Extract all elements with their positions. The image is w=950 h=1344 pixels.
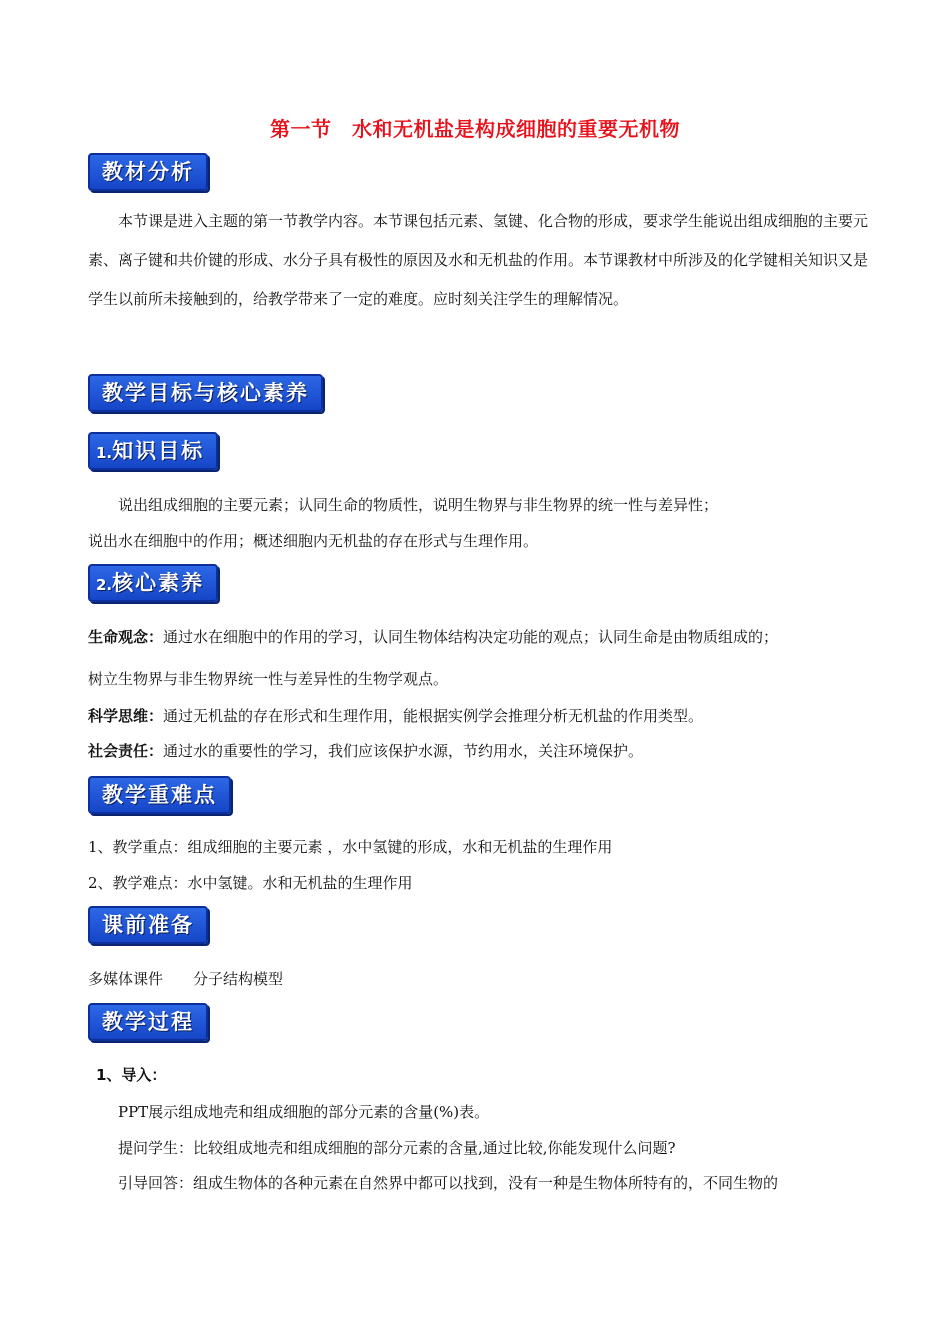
section-badge-label: 课前准备	[102, 913, 194, 937]
section-badge-key-points	[88, 776, 231, 814]
section-badge-label: 教学重难点	[102, 783, 217, 807]
badge-number: 2.	[96, 576, 113, 594]
process-line-3: 引导回答：组成生物体的各种元素在自然界中都可以找到，没有一种是生物体所特有的，不同生物的	[118, 1174, 779, 1192]
key-point-2: 2、教学难点：水中氢键。水和无机盐的生理作用	[88, 874, 413, 892]
subsection-badge-core	[88, 564, 218, 602]
section-badge-objectives	[88, 374, 323, 412]
section-badge-label: 教学过程	[102, 1010, 194, 1034]
section-badge-analysis	[88, 153, 208, 191]
process-line-1: PPT展示组成地壳和组成细胞的部分元素的含量(%)表。	[118, 1103, 490, 1121]
core-science-line	[88, 705, 878, 726]
section-badge-process	[88, 1003, 208, 1041]
knowledge-line-1: 说出组成细胞的主要元素；认同生命的物质性，说明生物界与非生物界的统一性与差异性；	[118, 496, 719, 514]
badge-number: 1.	[96, 444, 113, 462]
process-step-1-label: 1、导入：	[96, 1066, 167, 1084]
subsection-badge-knowledge	[88, 432, 218, 470]
process-line-2: 提问学生：比较组成地壳和组成细胞的部分元素的含量,通过比较,你能发现什么问题?	[118, 1139, 676, 1157]
section-badge-label: 教学目标与核心素养	[102, 381, 309, 405]
core-life-text: 通过水在细胞中的作用的学习，认同生物体结构决定功能的观点；认同生命是由物质组成的；	[163, 628, 779, 646]
core-life-line	[88, 626, 878, 647]
analysis-paragraph: 本节课是进入主题的第一节教学内容。本节课包括元素、氢键、化合物的形成，要求学生能说出组成细胞的主要元素、离子键和共价键的形成、水分子具有极性的原因及水和无机盐的作用。本节课教材中所涉及的化学键相关知识又是学生以前所未接触到的，给教学带来了一定的难度。应时刻关注学生的理解情况。	[88, 212, 869, 308]
core-social-text: 通过水的重要性的学习，我们应该保护水源，节约用水，关注环境保护。	[163, 742, 644, 760]
core-life-label: 生命观念：	[88, 628, 164, 646]
knowledge-line-2: 说出水在细胞中的作用；概述细胞内无机盐的存在形式与生理作用。	[88, 532, 539, 550]
section-badge-label: 教材分析	[102, 160, 194, 184]
core-science-text: 通过无机盐的存在形式和生理作用，能根据实例学会推理分析无机盐的作用类型。	[163, 707, 704, 725]
core-science-label: 科学思维：	[88, 707, 164, 725]
key-point-1: 1、教学重点：组成细胞的主要元素 ，水中氢键的形成，水和无机盐的生理作用	[88, 838, 613, 856]
core-social-label: 社会责任：	[88, 742, 164, 760]
badge-label: 知识目标	[112, 439, 205, 463]
page-title: 第一节 水和无机盐是构成细胞的重要无机物	[270, 117, 680, 141]
core-life-line-2: 树立生物界与非生物界统一性与差异性的生物学观点。	[88, 670, 449, 688]
preparation-text: 多媒体课件 分子结构模型	[88, 970, 284, 988]
badge-label: 核心素养	[112, 571, 205, 595]
core-social-line	[88, 740, 878, 761]
section-badge-preparation	[88, 906, 208, 944]
